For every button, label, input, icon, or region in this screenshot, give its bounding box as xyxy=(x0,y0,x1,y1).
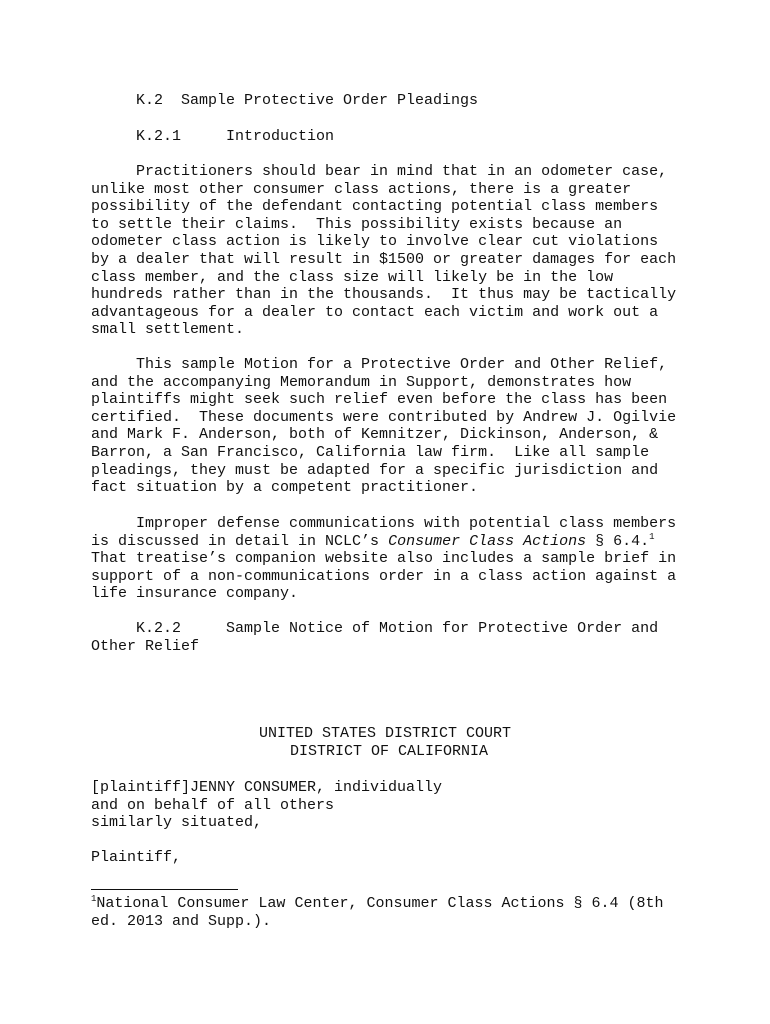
text-segment: is discussed in detail in NCLC’s xyxy=(91,532,389,550)
text-line: K.2.2 Sample Notice of Motion for Protective Order and xyxy=(91,620,659,637)
text-line: Other Relief xyxy=(91,637,200,655)
footnote-reference[interactable]: 1 xyxy=(649,531,655,542)
footnote-text: National Consumer Law Center, Consumer Class Actions § 6.4 (8th xyxy=(96,895,664,912)
footnote-line xyxy=(91,895,664,913)
court-district: DISTRICT OF CALIFORNIA xyxy=(290,742,489,760)
text-line: to settle their claims. This possibility exists because an xyxy=(91,215,623,233)
text-line: support of a non-communications order in a class action against a xyxy=(91,567,677,585)
text-line: small settlement. xyxy=(91,321,245,339)
text-line: hundreds rather than in the thousands. It thus may be tactically xyxy=(91,286,677,304)
plaintiff-label: Plaintiff, xyxy=(91,849,182,866)
section-heading-k21: K.2.1 Introduction xyxy=(136,128,335,145)
section-heading-k2: K.2 Sample Protective Order Pleadings xyxy=(136,92,479,109)
text-line: This sample Motion for a Protective Order and Other Relief, xyxy=(91,356,668,373)
footnote-line: ed. 2013 and Supp.). xyxy=(91,912,272,930)
text-line: That treatise’s companion website also includes a sample brief in xyxy=(91,550,677,568)
text-line: and Mark F. Anderson, both of Kemnitzer, Dickinson, Anderson, & xyxy=(91,426,659,444)
footnote-mark: 1 xyxy=(91,894,97,904)
footnote-separator xyxy=(91,889,238,890)
text-line: class member, and the class size will likely be in the low xyxy=(91,268,614,286)
caption-line: and on behalf of all others xyxy=(91,796,335,814)
text-line: Barron, a San Francisco, California law firm. Like all sample xyxy=(91,444,650,461)
text-line: Improper defense communications with potential class members xyxy=(91,515,677,532)
text-line: certified. These documents were contributed by Andrew J. Ogilvie xyxy=(91,408,677,426)
treatise-title: Consumer Class Actions xyxy=(388,532,587,550)
text-line: plaintiffs might seek such relief even before the class has been xyxy=(91,391,668,409)
text-line: life insurance company. xyxy=(91,585,299,603)
text-line: advantageous for a dealer to contact each victim and work out a xyxy=(91,303,659,321)
text-line: and the accompanying Memorandum in Support, demonstrates how xyxy=(91,373,632,391)
court-name: UNITED STATES DISTRICT COURT xyxy=(259,725,512,742)
caption-line: similarly situated, xyxy=(91,814,263,832)
caption-line: [plaintiff]JENNY CONSUMER, individually xyxy=(91,779,443,796)
text-segment: § 6.4. xyxy=(586,532,650,550)
text-line-with-citation xyxy=(91,533,655,551)
text-line: odometer class action is likely to involve clear cut violations xyxy=(91,233,659,251)
text-line: Practitioners should bear in mind that in an odometer case, xyxy=(91,163,668,180)
text-line: possibility of the defendant contacting potential class members xyxy=(91,198,659,216)
text-line: unlike most other consumer class actions, there is a greater xyxy=(91,180,632,198)
text-line: pleadings, they must be adapted for a specific jurisdiction and xyxy=(91,461,659,479)
text-line: by a dealer that will result in $1500 or greater damages for each xyxy=(91,251,677,268)
text-line: fact situation by a competent practitioner. xyxy=(91,479,479,497)
